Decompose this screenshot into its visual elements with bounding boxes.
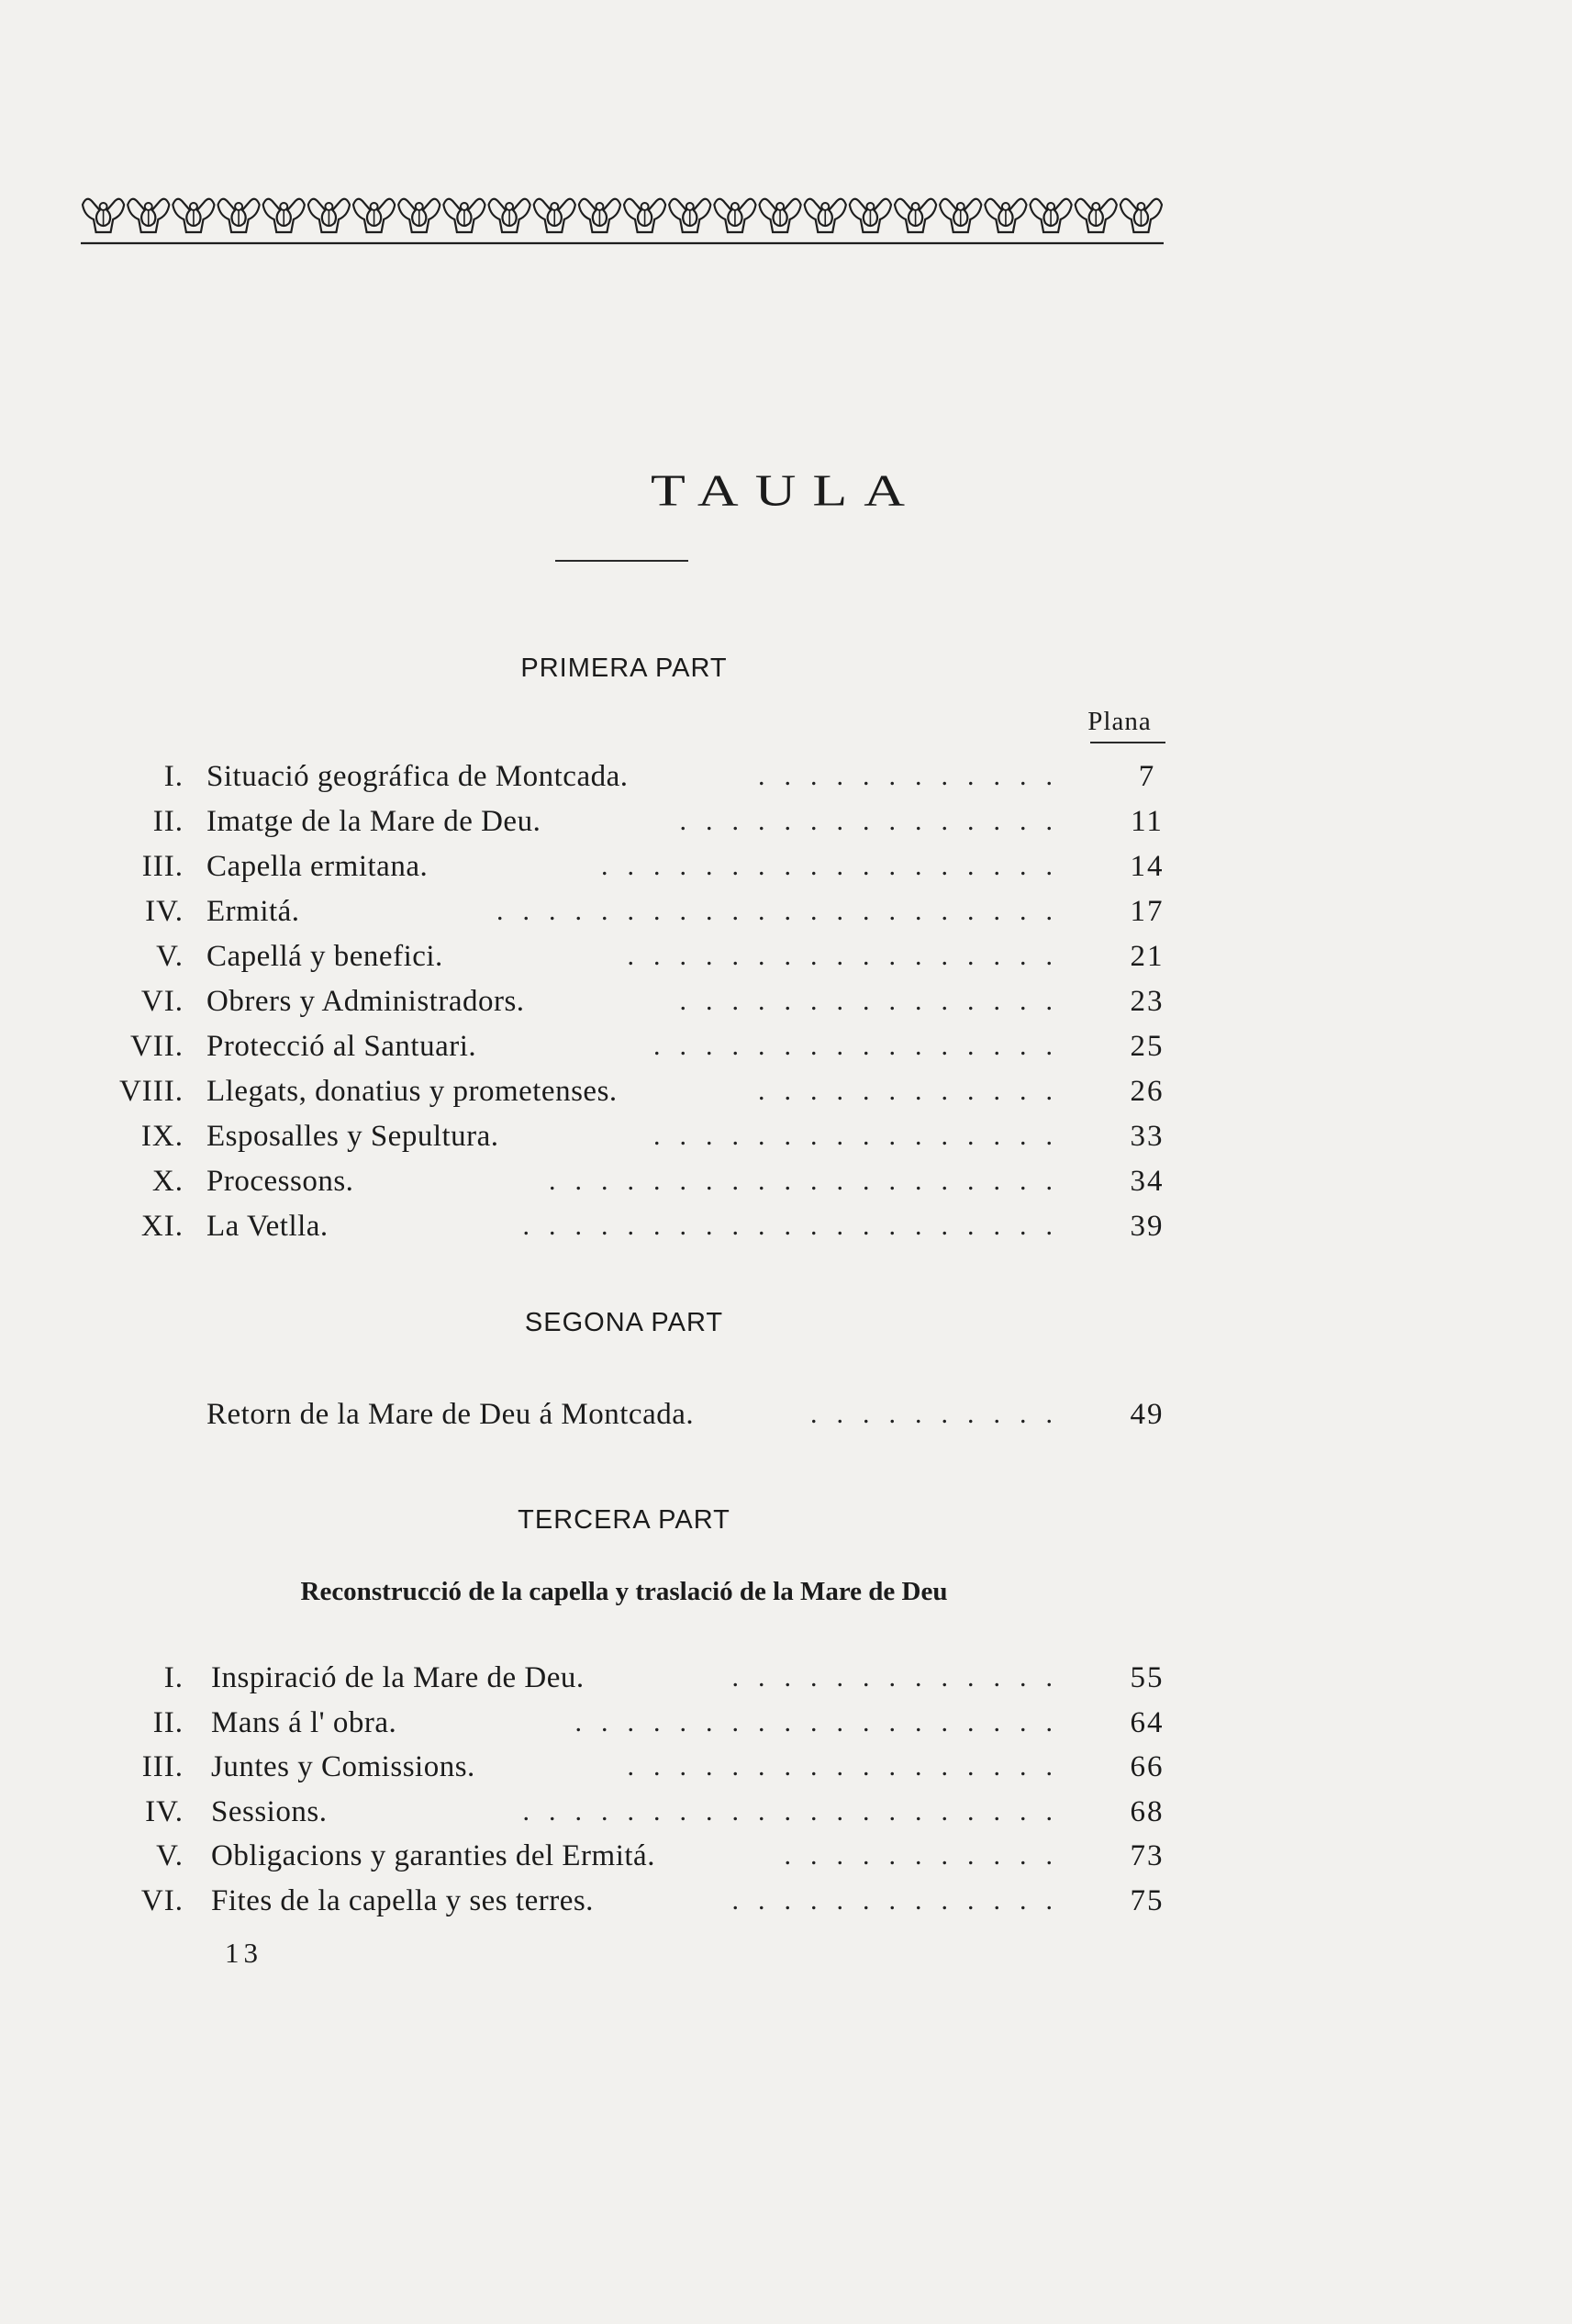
toc-entry-title: Llegats, donatius y prometenses. xyxy=(206,1075,618,1108)
toc-row xyxy=(0,1745,1572,1789)
dot-leader: .................... xyxy=(549,1166,1072,1196)
toc-page-number: 39 xyxy=(1130,1210,1165,1243)
page-title: TAULA xyxy=(650,466,922,516)
page-column-label: Plana xyxy=(1087,707,1152,736)
dot-leader: ................... xyxy=(574,1706,1072,1737)
dot-leader: ................. xyxy=(627,1751,1072,1782)
toc-entry-number: I. xyxy=(163,1661,184,1694)
dot-leader: .......... xyxy=(810,1399,1072,1429)
toc-entry-title: Capella ermitana. xyxy=(206,850,429,883)
toc-row xyxy=(0,1392,1572,1436)
part-heading-segona: SEGONA PART xyxy=(524,1308,724,1337)
toc-entry-number: II. xyxy=(152,1705,184,1739)
toc-row xyxy=(0,1114,1572,1158)
toc-page-number: 55 xyxy=(1130,1661,1165,1694)
ornamental-border xyxy=(81,188,1164,252)
toc-entry-number: III. xyxy=(141,1750,184,1783)
toc-page-number: 14 xyxy=(1130,850,1165,883)
toc-entry-number: IV. xyxy=(145,1794,184,1828)
toc-entry-number: VII. xyxy=(129,1030,184,1063)
toc-entry-number: IV. xyxy=(145,895,184,928)
toc-page-number: 64 xyxy=(1130,1705,1165,1739)
toc-entry-title: Processons. xyxy=(206,1165,354,1198)
page-column-rule xyxy=(1090,742,1165,743)
toc-entry-title: Retorn de la Mare de Deu á Montcada. xyxy=(206,1398,695,1431)
toc-entry-number: V. xyxy=(156,1839,184,1872)
toc-entry-title: Inspiració de la Mare de Deu. xyxy=(211,1661,585,1694)
toc-row xyxy=(0,754,1572,799)
dot-leader: ..................... xyxy=(522,1211,1072,1241)
toc-entry-title: Sessions. xyxy=(211,1794,328,1828)
toc-entry-number: II. xyxy=(152,805,184,838)
toc-entry-title: Mans á l' obra. xyxy=(211,1705,397,1739)
toc-entry-number: VI. xyxy=(140,1883,184,1917)
toc-row xyxy=(0,1834,1572,1878)
toc-row xyxy=(0,1656,1572,1700)
toc-entry-title: La Vetlla. xyxy=(206,1210,329,1243)
dot-leader: ............... xyxy=(679,986,1072,1016)
toc-entry-title: Ermitá. xyxy=(206,895,300,928)
toc-row xyxy=(0,979,1572,1023)
toc-page-number: 33 xyxy=(1130,1120,1165,1153)
toc-entry-title: Juntes y Comissions. xyxy=(211,1750,475,1783)
toc-entry-title: Obligacions y garanties del Ermitá. xyxy=(211,1839,655,1872)
toc-page-number: 26 xyxy=(1130,1075,1165,1108)
toc-page-number: 34 xyxy=(1130,1165,1165,1198)
dot-leader: ............ xyxy=(758,761,1072,791)
toc-entry-title: Capellá y benefici. xyxy=(206,940,443,973)
toc-page-number: 66 xyxy=(1130,1750,1165,1783)
dot-leader: ........... xyxy=(784,1840,1072,1871)
toc-entry-number: V. xyxy=(156,940,184,973)
toc-page-number: 11 xyxy=(1131,805,1164,838)
toc-entry-title: Fites de la capella y ses terres. xyxy=(211,1883,594,1917)
toc-row xyxy=(0,1204,1572,1248)
toc-page-number: 68 xyxy=(1130,1794,1165,1828)
toc-row xyxy=(0,1790,1572,1834)
toc-row xyxy=(0,889,1572,933)
toc-page-number: 23 xyxy=(1130,985,1165,1018)
part-heading-primera: PRIMERA PART xyxy=(520,654,728,683)
toc-entry-title: Obrers y Administradors. xyxy=(206,985,525,1018)
toc-entry-number: X. xyxy=(151,1165,184,1198)
toc-entry-number: XI. xyxy=(140,1210,184,1243)
toc-row xyxy=(0,844,1572,888)
toc-entry-number: VIII. xyxy=(118,1075,184,1108)
toc-page-number: 73 xyxy=(1130,1839,1165,1872)
dot-leader: ............ xyxy=(758,1076,1072,1106)
toc-row xyxy=(0,799,1572,844)
toc-row xyxy=(0,1879,1572,1923)
toc-entry-number: III. xyxy=(141,850,184,883)
toc-page-number: 25 xyxy=(1130,1030,1165,1063)
page-folio: 13 xyxy=(225,1937,262,1969)
toc-entry-title: Situació geográfica de Montcada. xyxy=(206,760,629,793)
toc-entry-title: Protecció al Santuari. xyxy=(206,1030,477,1063)
dot-leader: ............. xyxy=(731,1884,1072,1916)
toc-entry-number: IX. xyxy=(140,1120,184,1153)
toc-entry-number: I. xyxy=(163,760,184,793)
toc-page-number: 17 xyxy=(1130,895,1165,928)
dot-leader: ................ xyxy=(653,1121,1072,1151)
toc-page-number: 21 xyxy=(1130,940,1165,973)
toc-row xyxy=(0,1024,1572,1068)
dot-leader: ...................... xyxy=(496,896,1072,926)
dot-leader: ............... xyxy=(679,806,1072,836)
dot-leader: ..................... xyxy=(522,1795,1072,1827)
toc-entry-title: Esposalles y Sepultura. xyxy=(206,1120,499,1153)
dot-leader: .................. xyxy=(601,851,1072,881)
toc-row xyxy=(0,934,1572,978)
toc-entry-title: Imatge de la Mare de Deu. xyxy=(206,805,541,838)
dot-leader: ................. xyxy=(627,941,1072,971)
dot-leader: ............. xyxy=(731,1662,1072,1693)
toc-page-number: 75 xyxy=(1130,1883,1165,1917)
part-subheading-tercera: Reconstrucció de la capella y traslació de la Mare de Deu xyxy=(300,1577,948,1606)
ornament-icon xyxy=(81,188,1164,252)
toc-row xyxy=(0,1159,1572,1203)
toc-row xyxy=(0,1069,1572,1113)
dot-leader: ................ xyxy=(653,1031,1072,1061)
toc-page-number: 49 xyxy=(1130,1398,1165,1431)
toc-entry-number: VI. xyxy=(140,985,184,1018)
title-rule xyxy=(555,560,688,562)
part-heading-tercera: TERCERA PART xyxy=(518,1505,730,1535)
toc-page-number: 7 xyxy=(1138,760,1156,793)
toc-row xyxy=(0,1701,1572,1745)
